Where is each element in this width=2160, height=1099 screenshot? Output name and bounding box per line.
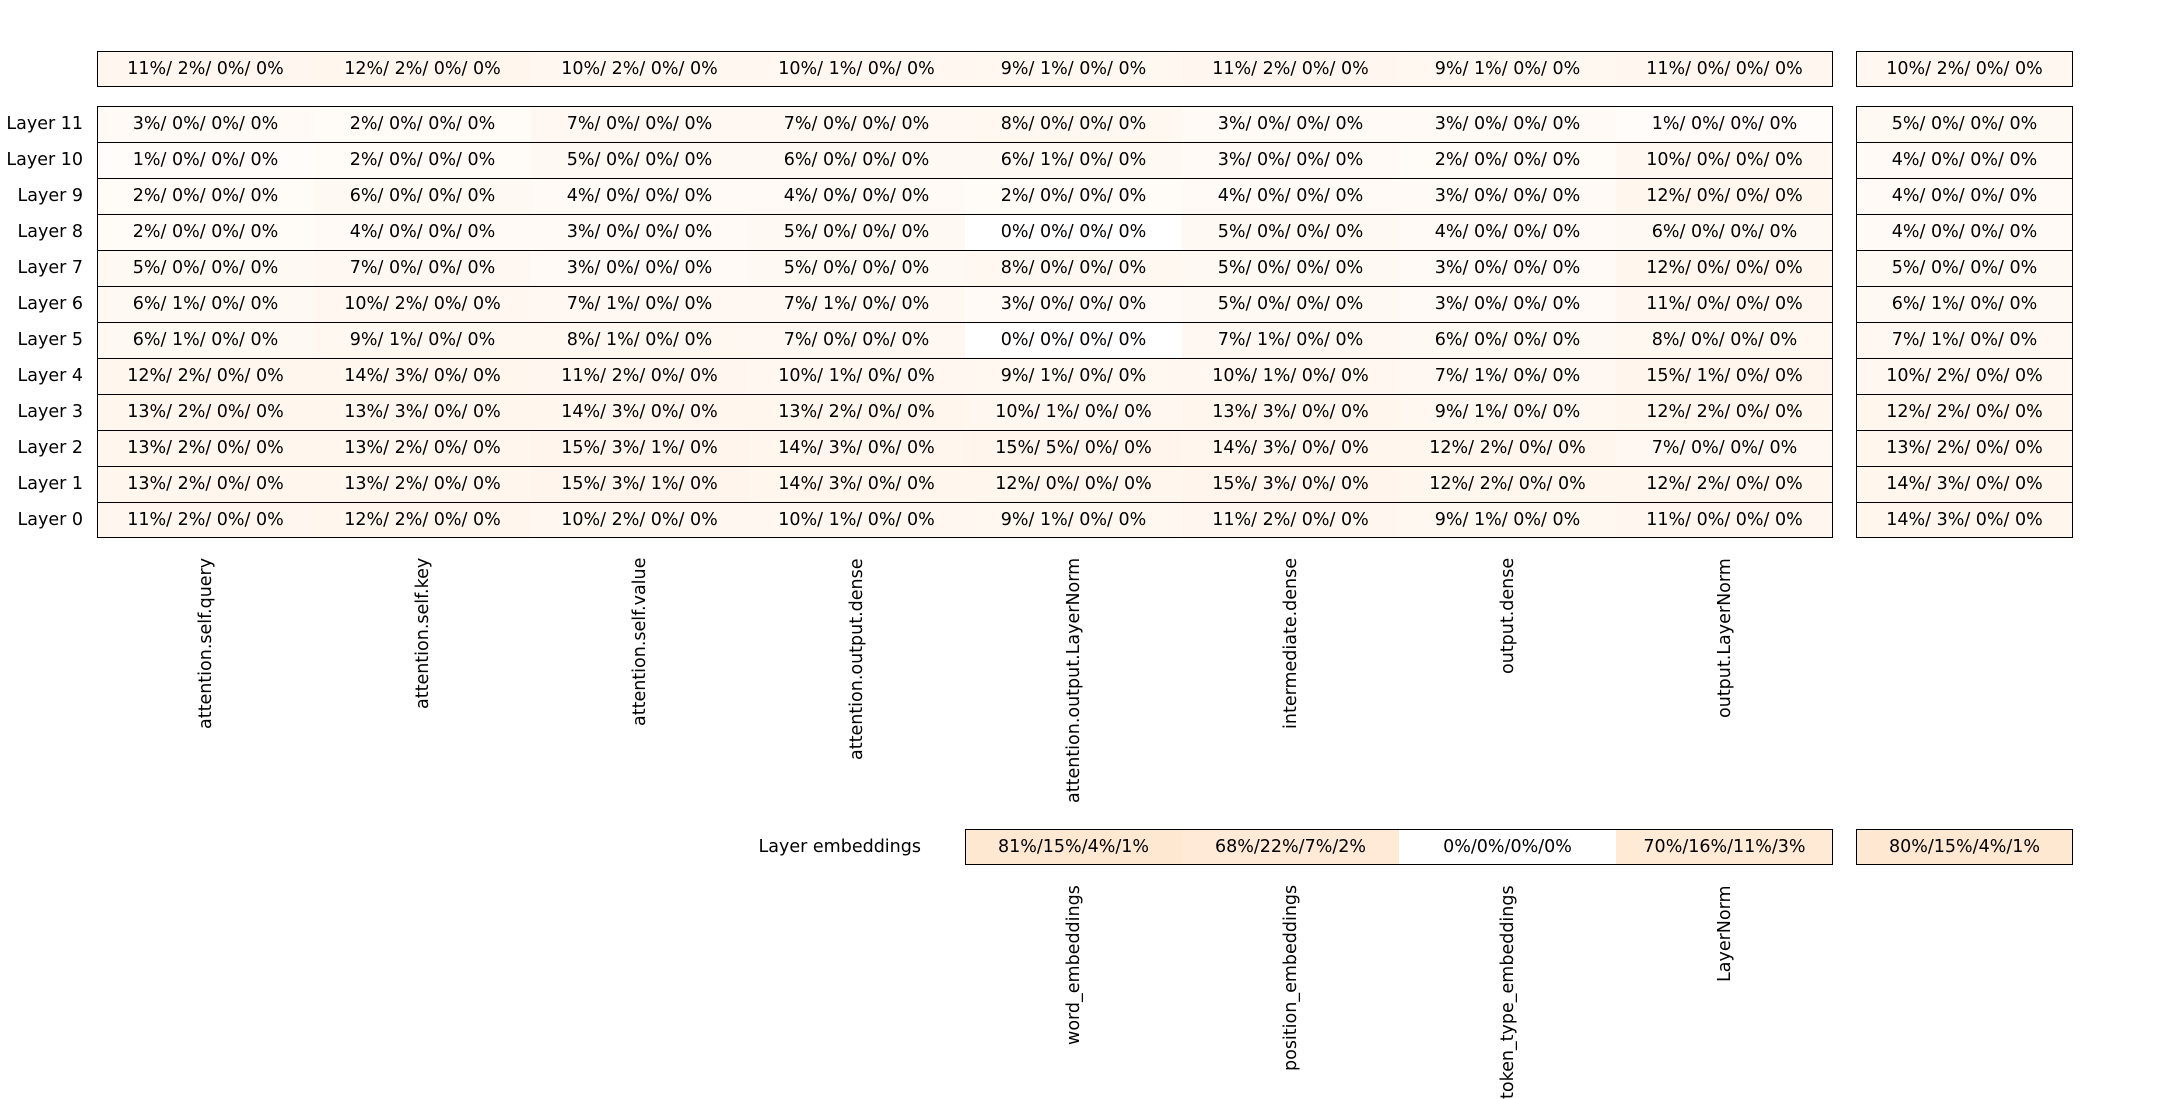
heatmap-cell: 7%/ 0%/ 0%/ 0% xyxy=(748,106,965,142)
heatmap-cell: 3%/ 0%/ 0%/ 0% xyxy=(1182,142,1399,178)
heatmap-cell: 6%/ 0%/ 0%/ 0% xyxy=(1399,322,1616,358)
heatmap-cell: 11%/ 2%/ 0%/ 0% xyxy=(97,502,314,538)
heatmap-cell: 6%/ 0%/ 0%/ 0% xyxy=(748,142,965,178)
embedding-cell: 81%/15%/4%/1% xyxy=(965,829,1182,865)
row-total-cell: 5%/ 0%/ 0%/ 0% xyxy=(1856,250,2073,286)
heatmap-cell: 14%/ 3%/ 0%/ 0% xyxy=(748,430,965,466)
row-label: Layer 8 xyxy=(17,222,83,242)
row-total-cell: 5%/ 0%/ 0%/ 0% xyxy=(1856,106,2073,142)
heatmap-cell: 5%/ 0%/ 0%/ 0% xyxy=(97,250,314,286)
heatmap-cell: 10%/ 2%/ 0%/ 0% xyxy=(314,286,531,322)
heatmap-cell: 12%/ 0%/ 0%/ 0% xyxy=(1616,178,1833,214)
heatmap-cell: 12%/ 0%/ 0%/ 0% xyxy=(1616,250,1833,286)
heatmap-cell: 13%/ 2%/ 0%/ 0% xyxy=(97,466,314,502)
heatmap-cell: 12%/ 2%/ 0%/ 0% xyxy=(314,502,531,538)
heatmap-cell: 0%/ 0%/ 0%/ 0% xyxy=(965,322,1182,358)
heatmap-cell: 4%/ 0%/ 0%/ 0% xyxy=(1182,178,1399,214)
heatmap-cell: 0%/ 0%/ 0%/ 0% xyxy=(965,214,1182,250)
embedding-cell: 70%/16%/11%/3% xyxy=(1616,829,1833,865)
heatmap-cell: 15%/ 3%/ 0%/ 0% xyxy=(1182,466,1399,502)
heatmap-cell: 7%/ 0%/ 0%/ 0% xyxy=(314,250,531,286)
heatmap-cell: 6%/ 0%/ 0%/ 0% xyxy=(314,178,531,214)
summary-cell: 11%/ 2%/ 0%/ 0% xyxy=(1182,51,1399,87)
heatmap-cell: 13%/ 2%/ 0%/ 0% xyxy=(97,430,314,466)
heatmap-cell: 14%/ 3%/ 0%/ 0% xyxy=(748,466,965,502)
summary-cell: 10%/ 2%/ 0%/ 0% xyxy=(531,51,748,87)
heatmap-cell: 1%/ 0%/ 0%/ 0% xyxy=(1616,106,1833,142)
row-total-cell: 4%/ 0%/ 0%/ 0% xyxy=(1856,214,2073,250)
row-total-cell: 7%/ 1%/ 0%/ 0% xyxy=(1856,322,2073,358)
embedding-cell: 0%/0%/0%/0% xyxy=(1399,829,1616,865)
heatmap-cell: 9%/ 1%/ 0%/ 0% xyxy=(965,502,1182,538)
heatmap-cell: 2%/ 0%/ 0%/ 0% xyxy=(314,106,531,142)
heatmap-cell: 12%/ 2%/ 0%/ 0% xyxy=(1399,466,1616,502)
heatmap-cell: 8%/ 1%/ 0%/ 0% xyxy=(531,322,748,358)
heatmap-cell: 5%/ 0%/ 0%/ 0% xyxy=(1182,286,1399,322)
heatmap-cell: 7%/ 0%/ 0%/ 0% xyxy=(531,106,748,142)
heatmap-cell: 10%/ 0%/ 0%/ 0% xyxy=(1616,142,1833,178)
heatmap-cell: 14%/ 3%/ 0%/ 0% xyxy=(1182,430,1399,466)
row-label: Layer 3 xyxy=(17,402,83,422)
summary-cell: 11%/ 2%/ 0%/ 0% xyxy=(97,51,314,87)
heatmap-cell: 2%/ 0%/ 0%/ 0% xyxy=(97,214,314,250)
heatmap-cell: 13%/ 2%/ 0%/ 0% xyxy=(314,466,531,502)
heatmap-cell: 10%/ 1%/ 0%/ 0% xyxy=(965,394,1182,430)
heatmap-cell: 9%/ 1%/ 0%/ 0% xyxy=(314,322,531,358)
heatmap-cell: 3%/ 0%/ 0%/ 0% xyxy=(531,250,748,286)
row-total-cell: 13%/ 2%/ 0%/ 0% xyxy=(1856,430,2073,466)
heatmap-cell: 3%/ 0%/ 0%/ 0% xyxy=(1399,250,1616,286)
embedding-total-box xyxy=(1856,829,2073,865)
heatmap-cell: 12%/ 2%/ 0%/ 0% xyxy=(97,358,314,394)
summary-cell: 10%/ 1%/ 0%/ 0% xyxy=(748,51,965,87)
column-label: attention.output.LayerNorm xyxy=(1063,558,1084,804)
summary-cell: 11%/ 0%/ 0%/ 0% xyxy=(1616,51,1833,87)
summary-cell: 12%/ 2%/ 0%/ 0% xyxy=(314,51,531,87)
heatmap-cell: 3%/ 0%/ 0%/ 0% xyxy=(1399,106,1616,142)
heatmap-cell: 11%/ 0%/ 0%/ 0% xyxy=(1616,502,1833,538)
heatmap-cell: 13%/ 3%/ 0%/ 0% xyxy=(314,394,531,430)
row-total-cell: 4%/ 0%/ 0%/ 0% xyxy=(1856,142,2073,178)
embedding-column-label: position_embeddings xyxy=(1280,885,1301,1072)
heatmap-cell: 5%/ 0%/ 0%/ 0% xyxy=(748,250,965,286)
summary-total-box xyxy=(1856,51,2073,87)
column-label: attention.self.query xyxy=(195,558,216,730)
row-label: Layer 2 xyxy=(17,438,83,458)
heatmap-cell: 3%/ 0%/ 0%/ 0% xyxy=(1182,106,1399,142)
heatmap-cell: 4%/ 0%/ 0%/ 0% xyxy=(531,178,748,214)
heatmap-cell: 9%/ 1%/ 0%/ 0% xyxy=(1399,394,1616,430)
heatmap-cell: 5%/ 0%/ 0%/ 0% xyxy=(531,142,748,178)
heatmap-cell: 15%/ 3%/ 1%/ 0% xyxy=(531,466,748,502)
heatmap-cell: 6%/ 1%/ 0%/ 0% xyxy=(965,142,1182,178)
embedding-column-label: LayerNorm xyxy=(1714,885,1735,982)
row-label: Layer 0 xyxy=(17,510,83,530)
row-label: Layer 7 xyxy=(17,258,83,278)
embedding-column-label: token_type_embeddings xyxy=(1497,885,1518,1099)
heatmap-cell: 8%/ 0%/ 0%/ 0% xyxy=(965,250,1182,286)
column-label: attention.output.dense xyxy=(846,558,867,760)
heatmap-cell: 9%/ 1%/ 0%/ 0% xyxy=(1399,502,1616,538)
heatmap-cell: 9%/ 1%/ 0%/ 0% xyxy=(965,358,1182,394)
row-label: Layer 6 xyxy=(17,294,83,314)
row-label: Layer 10 xyxy=(6,150,83,170)
heatmap-cell: 11%/ 0%/ 0%/ 0% xyxy=(1616,286,1833,322)
heatmap-cell: 7%/ 0%/ 0%/ 0% xyxy=(1616,430,1833,466)
heatmap-cell: 12%/ 2%/ 0%/ 0% xyxy=(1399,430,1616,466)
row-label: Layer 4 xyxy=(17,366,83,386)
heatmap-cell: 5%/ 0%/ 0%/ 0% xyxy=(1182,250,1399,286)
heatmap-cell: 13%/ 3%/ 0%/ 0% xyxy=(1182,394,1399,430)
heatmap-cell: 7%/ 1%/ 0%/ 0% xyxy=(1182,322,1399,358)
column-label: intermediate.dense xyxy=(1280,558,1301,730)
heatmap-cell: 6%/ 1%/ 0%/ 0% xyxy=(97,322,314,358)
heatmap-cell: 7%/ 1%/ 0%/ 0% xyxy=(531,286,748,322)
column-label: attention.self.key xyxy=(412,558,433,710)
heatmap-cell: 8%/ 0%/ 0%/ 0% xyxy=(1616,322,1833,358)
summary-row-box xyxy=(97,51,1833,87)
heatmap-cell: 10%/ 1%/ 0%/ 0% xyxy=(1182,358,1399,394)
row-label: Layer 1 xyxy=(17,474,83,494)
row-total-cell: 4%/ 0%/ 0%/ 0% xyxy=(1856,178,2073,214)
heatmap-cell: 4%/ 0%/ 0%/ 0% xyxy=(748,178,965,214)
heatmap-cell: 7%/ 0%/ 0%/ 0% xyxy=(748,322,965,358)
row-label: Layer 9 xyxy=(17,186,83,206)
heatmap-cell: 13%/ 2%/ 0%/ 0% xyxy=(748,394,965,430)
summary-cell: 9%/ 1%/ 0%/ 0% xyxy=(965,51,1182,87)
heatmap-cell: 12%/ 2%/ 0%/ 0% xyxy=(1616,394,1833,430)
heatmap-cell: 6%/ 1%/ 0%/ 0% xyxy=(97,286,314,322)
row-total-cell: 14%/ 3%/ 0%/ 0% xyxy=(1856,466,2073,502)
row-total-cell: 10%/ 2%/ 0%/ 0% xyxy=(1856,358,2073,394)
heatmap-cell: 14%/ 3%/ 0%/ 0% xyxy=(531,394,748,430)
heatmap-cell: 15%/ 5%/ 0%/ 0% xyxy=(965,430,1182,466)
heatmap-cell: 3%/ 0%/ 0%/ 0% xyxy=(1399,286,1616,322)
heatmap-cell: 5%/ 0%/ 0%/ 0% xyxy=(748,214,965,250)
heatmap-cell: 3%/ 0%/ 0%/ 0% xyxy=(97,106,314,142)
heatmap-cell: 7%/ 1%/ 0%/ 0% xyxy=(748,286,965,322)
heatmap-cell: 2%/ 0%/ 0%/ 0% xyxy=(97,178,314,214)
heatmap-cell: 3%/ 0%/ 0%/ 0% xyxy=(1399,178,1616,214)
heatmap-cell: 7%/ 1%/ 0%/ 0% xyxy=(1399,358,1616,394)
row-total-cell: 12%/ 2%/ 0%/ 0% xyxy=(1856,394,2073,430)
heatmap-cell: 11%/ 2%/ 0%/ 0% xyxy=(1182,502,1399,538)
row-label: Layer 11 xyxy=(6,114,83,134)
summary-total-cell: 10%/ 2%/ 0%/ 0% xyxy=(1856,51,2073,87)
embedding-total-cell: 80%/15%/4%/1% xyxy=(1856,829,2073,865)
row-total-cell: 14%/ 3%/ 0%/ 0% xyxy=(1856,502,2073,538)
column-label: output.LayerNorm xyxy=(1714,558,1735,718)
main-grid-box xyxy=(97,106,1833,538)
heatmap-cell: 3%/ 0%/ 0%/ 0% xyxy=(965,286,1182,322)
column-label: output.dense xyxy=(1497,558,1518,675)
embeddings-row-label: Layer embeddings xyxy=(758,837,921,857)
heatmap-cell: 3%/ 0%/ 0%/ 0% xyxy=(531,214,748,250)
heatmap-cell: 12%/ 0%/ 0%/ 0% xyxy=(965,466,1182,502)
heatmap-cell: 6%/ 0%/ 0%/ 0% xyxy=(1616,214,1833,250)
heatmap-cell: 8%/ 0%/ 0%/ 0% xyxy=(965,106,1182,142)
embedding-cell: 68%/22%/7%/2% xyxy=(1182,829,1399,865)
heatmap-cell: 13%/ 2%/ 0%/ 0% xyxy=(314,430,531,466)
heatmap-cell: 2%/ 0%/ 0%/ 0% xyxy=(1399,142,1616,178)
heatmap-cell: 1%/ 0%/ 0%/ 0% xyxy=(97,142,314,178)
heatmap-cell: 15%/ 3%/ 1%/ 0% xyxy=(531,430,748,466)
heatmap-cell: 11%/ 2%/ 0%/ 0% xyxy=(531,358,748,394)
heatmap-cell: 10%/ 2%/ 0%/ 0% xyxy=(531,502,748,538)
heatmap-cell: 14%/ 3%/ 0%/ 0% xyxy=(314,358,531,394)
row-total-box xyxy=(1856,106,2073,538)
row-total-cell: 6%/ 1%/ 0%/ 0% xyxy=(1856,286,2073,322)
heatmap-cell: 13%/ 2%/ 0%/ 0% xyxy=(97,394,314,430)
row-label: Layer 5 xyxy=(17,330,83,350)
embedding-row-box xyxy=(965,829,1833,865)
heatmap-cell: 2%/ 0%/ 0%/ 0% xyxy=(314,142,531,178)
heatmap-cell: 12%/ 2%/ 0%/ 0% xyxy=(1616,466,1833,502)
heatmap-cell: 5%/ 0%/ 0%/ 0% xyxy=(1182,214,1399,250)
column-label: attention.self.value xyxy=(629,558,650,727)
heatmap-cell: 4%/ 0%/ 0%/ 0% xyxy=(314,214,531,250)
heatmap-cell: 2%/ 0%/ 0%/ 0% xyxy=(965,178,1182,214)
heatmap-cell: 10%/ 1%/ 0%/ 0% xyxy=(748,358,965,394)
summary-cell: 9%/ 1%/ 0%/ 0% xyxy=(1399,51,1616,87)
heatmap-cell: 10%/ 1%/ 0%/ 0% xyxy=(748,502,965,538)
heatmap-cell: 4%/ 0%/ 0%/ 0% xyxy=(1399,214,1616,250)
heatmap-cell: 15%/ 1%/ 0%/ 0% xyxy=(1616,358,1833,394)
embedding-column-label: word_embeddings xyxy=(1063,885,1084,1045)
